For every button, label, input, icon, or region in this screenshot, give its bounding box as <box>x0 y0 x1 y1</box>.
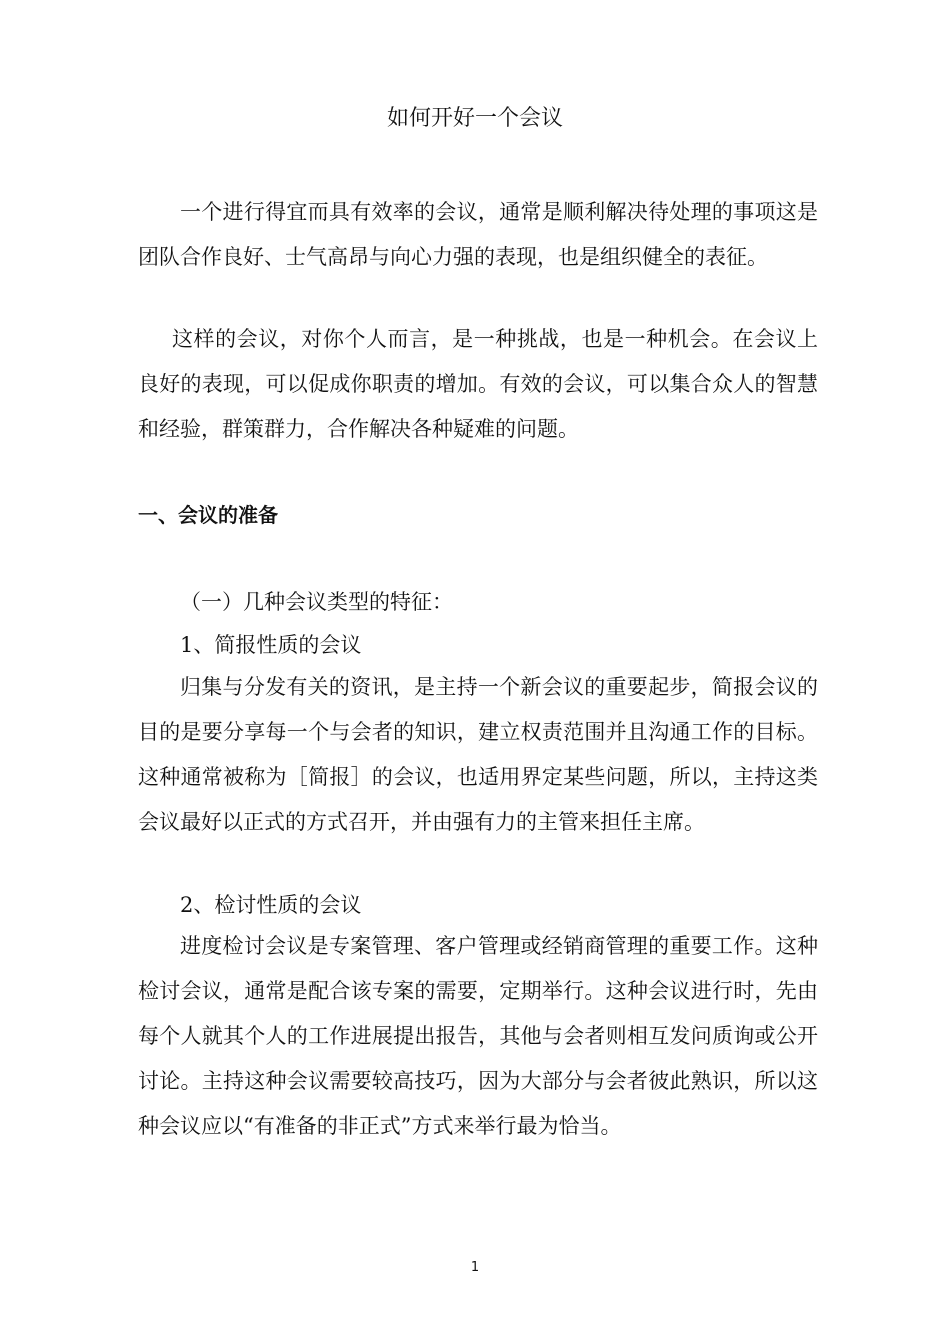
document-title: 如何开好一个会议 <box>386 106 563 131</box>
intro-paragraph-1: 一个进行得宜而具有效率的会议，通常是顺利解决待处理的事项这是团队合作良好、士气高昂与向心力强的表现，也是组织健全的表征。 <box>138 200 818 269</box>
item-1-title: 1、简报性质的会议 <box>180 633 362 657</box>
item-1-body: 归集与分发有关的资讯，是主持一个新会议的重要起步，简报会议的目的是要分享每一个与会者的知识，建立权责范围并且沟通工作的目标。这种通常被称为［简报］的会议，也适用界定某些问题，所以，主持这类会议最好以正式的方式召开，并由强有力的主管来担任主席。 <box>138 675 818 834</box>
section-heading: 一、会议的准备 <box>138 503 278 527</box>
intro-paragraph-2: 这样的会议，对你个人而言，是一种挑战，也是一种机会。在会议上良好的表现，可以促成你职责的增加。有效的会议，可以集合众人的智慧和经验，群策群力，合作解决各种疑难的问题。 <box>138 327 818 441</box>
item-2-body: 进度检讨会议是专案管理、客户管理或经销商管理的重要工作。这种检讨会议，通常是配合该专案的需要，定期举行。这种会议进行时，先由每个人就其个人的工作进展提出报告，其他与会者则相互发问质询或公开讨论。主持这种会议需要较高技巧，因为大部分与会者彼此熟识，所以这种会议应以“有准备的非正式”方式来举行最为恰当。 <box>138 934 818 1138</box>
item-2-title: 2、检讨性质的会议 <box>180 893 362 917</box>
subheading: （一）几种会议类型的特征： <box>180 590 453 614</box>
page-number: 1 <box>470 1260 480 1275</box>
